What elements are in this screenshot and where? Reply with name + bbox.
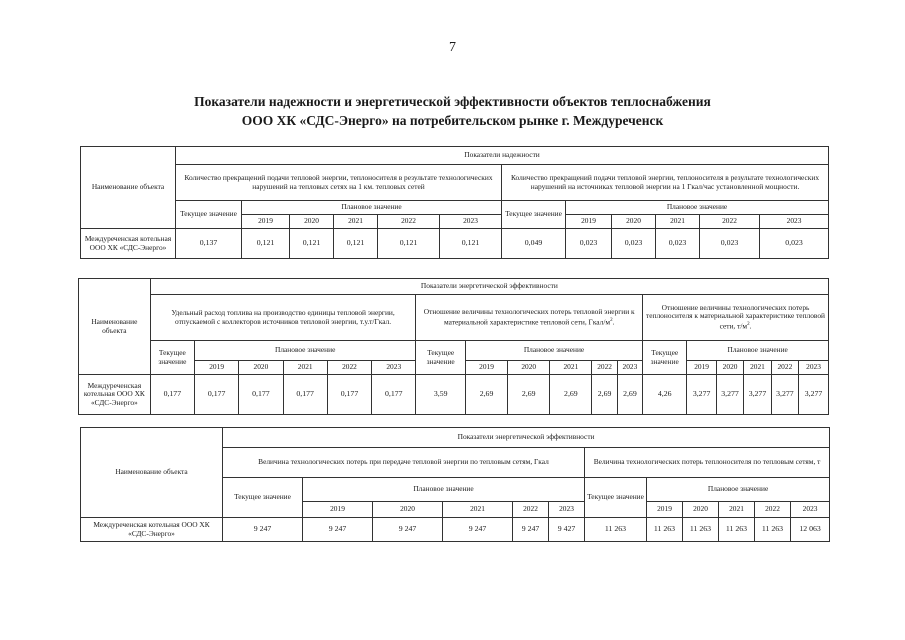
year-header: 2022 <box>378 215 440 229</box>
year-header: 2020 <box>239 361 283 375</box>
value-cell: 9 247 <box>513 518 549 542</box>
year-header: 2019 <box>242 215 290 229</box>
year-header: 2020 <box>373 502 443 518</box>
planned-value-header: Плановое значение <box>647 478 830 502</box>
indicator-title: Величина технологических потерь при передаче тепловой энергии по тепловым сетям, Гкал <box>223 448 585 478</box>
value-cell: 0,121 <box>242 229 290 259</box>
value-cell: 0,121 <box>378 229 440 259</box>
object-header: Наименование объекта <box>81 147 176 229</box>
current-value-header: Текущее значение <box>150 341 194 375</box>
year-header: 2019 <box>566 215 612 229</box>
year-header: 2022 <box>771 361 798 375</box>
planned-value-header: Плановое значение <box>242 201 502 215</box>
group-header: Показатели надежности <box>176 147 829 165</box>
title-line-2: ООО ХК «СДС-Энерго» на потребительском рынке г. Междуреченск <box>241 113 664 128</box>
year-header: 2020 <box>716 361 743 375</box>
year-header: 2022 <box>755 502 791 518</box>
group-header: Показатели энергетической эффективности <box>223 428 830 448</box>
current-value-header: Текущее значение <box>502 201 566 229</box>
value-cell: 2,69 <box>550 375 592 415</box>
value-cell: 0,177 <box>150 375 194 415</box>
indicator-title: Величина технологических потерь теплоносителя по тепловым сетям, т <box>585 448 830 478</box>
year-header: 2021 <box>443 502 513 518</box>
group-header: Показатели энергетической эффективности <box>150 279 828 295</box>
current-value-header: Текущее значение <box>643 341 687 375</box>
object-header: Наименование объекта <box>81 428 223 518</box>
value-cell: 0,121 <box>440 229 502 259</box>
year-header: 2020 <box>612 215 656 229</box>
value-cell: 2,69 <box>592 375 617 415</box>
value-cell: 3,277 <box>771 375 798 415</box>
current-value-header: Текущее значение <box>223 478 303 518</box>
year-header: 2023 <box>799 361 829 375</box>
value-cell: 2,69 <box>465 375 507 415</box>
value-cell: 0,049 <box>502 229 566 259</box>
year-header: 2021 <box>334 215 378 229</box>
value-cell: 9 247 <box>443 518 513 542</box>
value-cell: 0,023 <box>700 229 760 259</box>
indicator-title: Отношение величины технологических потерь тепловой энергии к материальной характеристике тепловой сети, Гкал/$м^2$. <box>416 295 643 341</box>
year-header: 2021 <box>283 361 327 375</box>
year-header: 2022 <box>700 215 760 229</box>
object-name: Междуреченская котельная ООО ХК «СДС-Энерго» <box>79 375 151 415</box>
planned-value-header: Плановое значение <box>687 341 829 361</box>
value-cell: 0,121 <box>290 229 334 259</box>
table-row <box>81 229 829 259</box>
value-cell: 3,59 <box>416 375 466 415</box>
year-header: 2021 <box>719 502 755 518</box>
indicator-title: Удельный расход топлива на производство единицы тепловой энергии, отпускаемой с коллекторов источников тепловой энергии, т.у.т/Гкал. <box>150 295 416 341</box>
year-header: 2022 <box>592 361 617 375</box>
value-cell: 3,277 <box>799 375 829 415</box>
year-header: 2019 <box>303 502 373 518</box>
page-number: 7 <box>449 40 456 55</box>
year-header: 2019 <box>647 502 683 518</box>
value-cell: 3,277 <box>687 375 717 415</box>
value-cell: 11 263 <box>585 518 647 542</box>
value-cell: 11 263 <box>755 518 791 542</box>
current-value-header: Текущее значение <box>176 201 242 229</box>
year-header: 2023 <box>760 215 829 229</box>
value-cell: 0,177 <box>239 375 283 415</box>
table-row <box>79 375 829 415</box>
value-cell: 0,023 <box>760 229 829 259</box>
energy-efficiency-table <box>78 278 829 415</box>
value-cell: 12 063 <box>791 518 830 542</box>
losses-table <box>80 427 830 542</box>
indicator-title: Количество прекращений подачи тепловой энергии, теплоносителя в результате технологических нарушений на источниках тепловой энергии на 1 Гкал/час установленной мощности. <box>502 165 829 201</box>
year-header: 2019 <box>465 361 507 375</box>
table-row <box>81 518 830 542</box>
object-header: Наименование объекта <box>79 279 151 375</box>
value-cell: 3,277 <box>716 375 743 415</box>
year-header: 2020 <box>508 361 550 375</box>
value-cell: 9 247 <box>303 518 373 542</box>
value-cell: 0,177 <box>194 375 238 415</box>
value-cell: 0,177 <box>283 375 327 415</box>
year-header: 2020 <box>290 215 334 229</box>
planned-value-header: Плановое значение <box>303 478 585 502</box>
year-header: 2019 <box>687 361 717 375</box>
year-header: 2021 <box>550 361 592 375</box>
planned-value-header: Плановое значение <box>566 201 829 215</box>
current-value-header: Текущее значение <box>585 478 647 518</box>
value-cell: 0,121 <box>334 229 378 259</box>
value-cell: 11 263 <box>647 518 683 542</box>
object-name: Междуреченская котельная ООО ХК «СДС-Энерго» <box>81 518 223 542</box>
current-value-header: Текущее значение <box>416 341 466 375</box>
object-name: Междуреченская котельная ООО ХК «СДС-Энерго» <box>81 229 176 259</box>
value-cell: 11 263 <box>683 518 719 542</box>
value-cell: 9 427 <box>549 518 585 542</box>
indicator-title: Количество прекращений подачи тепловой энергии, теплоносителя в результате технологических нарушений на тепловых сетях на 1 км. тепловых сетей <box>176 165 502 201</box>
value-cell: 2,69 <box>617 375 642 415</box>
value-cell: 4,26 <box>643 375 687 415</box>
year-header: 2023 <box>549 502 585 518</box>
year-header: 2021 <box>744 361 771 375</box>
indicator-title: Отношение величины технологических потерь теплоносителя к материальной характеристике тепловой сети, $т/м^2$. <box>643 295 829 341</box>
year-header: 2022 <box>513 502 549 518</box>
year-header: 2023 <box>372 361 416 375</box>
year-header: 2020 <box>683 502 719 518</box>
value-cell: 0,177 <box>327 375 371 415</box>
value-cell: 11 263 <box>719 518 755 542</box>
year-header: 2022 <box>327 361 371 375</box>
value-cell: 0,023 <box>656 229 700 259</box>
value-cell: 0,137 <box>176 229 242 259</box>
planned-value-header: Плановое значение <box>465 341 642 361</box>
value-cell: 2,69 <box>508 375 550 415</box>
year-header: 2021 <box>656 215 700 229</box>
value-cell: 9 247 <box>223 518 303 542</box>
page-title <box>0 92 905 130</box>
planned-value-header: Плановое значение <box>194 341 415 361</box>
year-header: 2019 <box>194 361 238 375</box>
title-line-1: Показатели надежности и энергетической эффективности объектов теплоснабжения <box>194 94 711 109</box>
value-cell: 0,177 <box>372 375 416 415</box>
value-cell: 0,023 <box>566 229 612 259</box>
value-cell: 0,023 <box>612 229 656 259</box>
year-header: 2023 <box>440 215 502 229</box>
value-cell: 3,277 <box>744 375 771 415</box>
year-header: 2023 <box>617 361 642 375</box>
year-header: 2023 <box>791 502 830 518</box>
reliability-table <box>80 146 829 259</box>
value-cell: 9 247 <box>373 518 443 542</box>
